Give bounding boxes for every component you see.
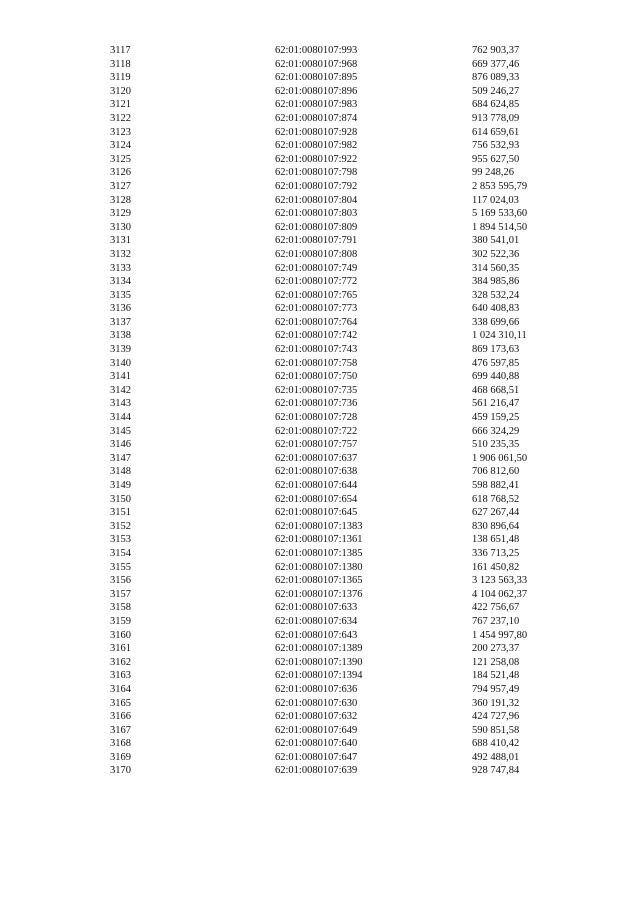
row-number: 3168: [110, 738, 131, 750]
row-number: 3119: [110, 72, 131, 84]
cadastral-number: 62:01:0080107:632: [275, 711, 358, 723]
table-row: [0, 126, 640, 140]
amount-value: 328 532,24: [472, 289, 520, 301]
amount-value: 590 851,58: [472, 724, 520, 736]
table-row: [0, 262, 640, 276]
row-number: 3152: [110, 520, 131, 532]
cadastral-number: 62:01:0080107:722: [275, 425, 358, 437]
table-row: [0, 629, 640, 643]
amount-value: 794 957,49: [472, 683, 520, 695]
amount-value: 869 173,63: [472, 344, 520, 356]
cadastral-number: 62:01:0080107:750: [275, 371, 358, 383]
amount-value: 302 522,36: [472, 248, 520, 260]
table-row: [0, 166, 640, 180]
row-number: 3126: [110, 167, 131, 179]
cadastral-number: 62:01:0080107:772: [275, 276, 358, 288]
row-number: 3133: [110, 262, 131, 274]
row-number: 3128: [110, 194, 131, 206]
table-row: [0, 289, 640, 303]
cadastral-number: 62:01:0080107:922: [275, 153, 358, 165]
amount-value: 360 191,32: [472, 697, 520, 709]
table-row: [0, 139, 640, 153]
amount-value: 4 104 062,37: [472, 588, 528, 600]
amount-value: 468 668,51: [472, 384, 520, 396]
amount-value: 762 903,37: [472, 45, 520, 56]
table-row: [0, 452, 640, 466]
row-number: 3125: [110, 153, 131, 165]
cadastral-number: 62:01:0080107:757: [275, 439, 358, 451]
table-row: [0, 465, 640, 479]
table-row: [0, 207, 640, 221]
table-row: [0, 425, 640, 439]
row-number: 3139: [110, 344, 131, 356]
table-row: [0, 180, 640, 194]
amount-value: 627 267,44: [472, 507, 520, 519]
row-number: 3166: [110, 711, 131, 723]
row-number: 3147: [110, 452, 131, 464]
amount-value: 380 541,01: [472, 235, 520, 247]
table-row: [0, 112, 640, 126]
cadastral-number: 62:01:0080107:803: [275, 208, 358, 220]
amount-value: 1 454 997,80: [472, 629, 528, 641]
amount-value: 422 756,67: [472, 602, 520, 614]
amount-value: 338 699,66: [472, 316, 520, 328]
amount-value: 184 521,48: [472, 670, 520, 682]
cadastral-number: 62:01:0080107:735: [275, 384, 358, 396]
cadastral-number: 62:01:0080107:643: [275, 629, 358, 641]
cadastral-number: 62:01:0080107:649: [275, 724, 358, 736]
table-row: [0, 370, 640, 384]
table-row: [0, 302, 640, 316]
row-number: 3124: [110, 140, 131, 152]
amount-value: 314 560,35: [472, 262, 520, 274]
row-number: 3131: [110, 235, 131, 247]
amount-value: 614 659,61: [472, 126, 520, 138]
amount-value: 5 169 533,60: [472, 208, 528, 220]
row-number: 3144: [110, 412, 131, 424]
amount-value: 138 651,48: [472, 534, 520, 546]
amount-value: 117 024,03: [472, 194, 519, 206]
row-number: 3132: [110, 248, 131, 260]
row-number: 3136: [110, 303, 131, 315]
row-number: 3129: [110, 208, 131, 220]
table-row: [0, 397, 640, 411]
cadastral-number: 62:01:0080107:743: [275, 344, 358, 356]
cadastral-number: 62:01:0080107:773: [275, 303, 358, 315]
amount-value: 666 324,29: [472, 425, 520, 437]
cadastral-number: 62:01:0080107:1361: [275, 534, 363, 546]
table-row: [0, 248, 640, 262]
row-number: 3143: [110, 398, 131, 410]
row-number: 3160: [110, 629, 131, 641]
table-row: [0, 710, 640, 724]
table-row: [0, 656, 640, 670]
table-row: [0, 520, 640, 534]
cadastral-number: 62:01:0080107:1365: [275, 575, 363, 587]
row-number: 3164: [110, 683, 131, 695]
row-number: 3120: [110, 85, 131, 97]
row-number: 3161: [110, 643, 131, 655]
row-number: 3150: [110, 493, 131, 505]
row-number: 3138: [110, 330, 131, 342]
row-number: 3142: [110, 384, 131, 396]
cadastral-number: 62:01:0080107:640: [275, 738, 358, 750]
amount-value: 669 377,46: [472, 58, 520, 70]
amount-value: 492 488,01: [472, 751, 520, 763]
row-number: 3156: [110, 575, 131, 587]
cadastral-number: 62:01:0080107:728: [275, 412, 358, 424]
amount-value: 200 273,37: [472, 643, 520, 655]
row-number: 3118: [110, 58, 131, 70]
amount-value: 99 248,26: [472, 167, 514, 179]
table-row: [0, 44, 640, 58]
row-number: 3157: [110, 588, 131, 600]
row-number: 3134: [110, 276, 131, 288]
cadastral-number: 62:01:0080107:1376: [275, 588, 363, 600]
cadastral-number: 62:01:0080107:764: [275, 316, 358, 328]
table-row: [0, 737, 640, 751]
amount-value: 618 768,52: [472, 493, 520, 505]
row-number: 3121: [110, 99, 131, 111]
table-row: [0, 384, 640, 398]
amount-value: 1 894 514,50: [472, 221, 528, 233]
row-number: 3135: [110, 289, 131, 301]
amount-value: 928 747,84: [472, 765, 520, 777]
amount-value: 699 440,88: [472, 371, 520, 383]
amount-value: 509 246,27: [472, 85, 520, 97]
amount-value: 1 024 310,11: [472, 330, 527, 342]
cadastral-number: 62:01:0080107:798: [275, 167, 358, 179]
amount-value: 876 089,33: [472, 72, 520, 84]
parcel-table: [0, 44, 640, 778]
cadastral-number: 62:01:0080107:638: [275, 466, 358, 478]
table-row: [0, 275, 640, 289]
row-number: 3117: [110, 45, 131, 56]
table-row: [0, 479, 640, 493]
amount-value: 688 410,42: [472, 738, 520, 750]
amount-value: 955 627,50: [472, 153, 520, 165]
table-row: [0, 234, 640, 248]
table-row: [0, 751, 640, 765]
table-row: [0, 58, 640, 72]
table-row: [0, 764, 640, 778]
row-number: 3159: [110, 615, 131, 627]
cadastral-number: 62:01:0080107:644: [275, 480, 358, 491]
cadastral-number: 62:01:0080107:1390: [275, 656, 363, 668]
row-number: 3154: [110, 547, 131, 559]
cadastral-number: 62:01:0080107:1383: [275, 520, 363, 532]
amount-value: 424 727,96: [472, 711, 520, 723]
row-number: 3153: [110, 534, 131, 546]
amount-value: 3 123 563,33: [472, 575, 528, 587]
amount-value: 767 237,10: [472, 615, 520, 627]
row-number: 3158: [110, 602, 131, 614]
table-row: [0, 343, 640, 357]
cadastral-number: 62:01:0080107:647: [275, 751, 358, 763]
row-number: 3163: [110, 670, 131, 682]
amount-value: 121 258,08: [472, 656, 520, 668]
cadastral-number: 62:01:0080107:808: [275, 248, 358, 260]
table-row: [0, 194, 640, 208]
table-row: [0, 71, 640, 85]
row-number: 3122: [110, 112, 131, 124]
row-number: 3162: [110, 656, 131, 668]
row-number: 3130: [110, 221, 131, 233]
row-number: 3149: [110, 480, 131, 491]
table-row: [0, 506, 640, 520]
amount-value: 476 597,85: [472, 357, 520, 369]
table-row: [0, 493, 640, 507]
row-number: 3155: [110, 561, 131, 573]
cadastral-number: 62:01:0080107:792: [275, 180, 358, 192]
amount-value: 598 882,41: [472, 480, 520, 491]
amount-value: 161 450,82: [472, 561, 520, 573]
cadastral-number: 62:01:0080107:758: [275, 357, 358, 369]
row-number: 3169: [110, 751, 131, 763]
cadastral-number: 62:01:0080107:645: [275, 507, 358, 519]
table-row: [0, 316, 640, 330]
row-number: 3151: [110, 507, 131, 519]
cadastral-number: 62:01:0080107:630: [275, 697, 358, 709]
cadastral-number: 62:01:0080107:982: [275, 140, 358, 152]
row-number: 3167: [110, 724, 131, 736]
amount-value: 640 408,83: [472, 303, 520, 315]
table-row: [0, 615, 640, 629]
table-row: [0, 85, 640, 99]
amount-value: 2 853 595,79: [472, 180, 528, 192]
table-row: [0, 547, 640, 561]
amount-value: 561 216,47: [472, 398, 520, 410]
table-row: [0, 724, 640, 738]
cadastral-number: 62:01:0080107:1394: [275, 670, 363, 682]
cadastral-number: 62:01:0080107:742: [275, 330, 358, 342]
table-row: [0, 98, 640, 112]
row-number: 3170: [110, 765, 131, 777]
cadastral-number: 62:01:0080107:874: [275, 112, 358, 124]
table-row: [0, 574, 640, 588]
table-row: [0, 221, 640, 235]
table-row: [0, 588, 640, 602]
cadastral-number: 62:01:0080107:804: [275, 194, 358, 206]
cadastral-number: 62:01:0080107:993: [275, 45, 358, 56]
cadastral-number: 62:01:0080107:896: [275, 85, 358, 97]
row-number: 3127: [110, 180, 131, 192]
table-row: [0, 561, 640, 575]
cadastral-number: 62:01:0080107:749: [275, 262, 358, 274]
row-number: 3141: [110, 371, 131, 383]
table-row: [0, 601, 640, 615]
cadastral-number: 62:01:0080107:736: [275, 398, 358, 410]
cadastral-number: 62:01:0080107:928: [275, 126, 358, 138]
row-number: 3137: [110, 316, 131, 328]
amount-value: 684 624,85: [472, 99, 520, 111]
row-number: 3140: [110, 357, 131, 369]
cadastral-number: 62:01:0080107:636: [275, 683, 358, 695]
cadastral-number: 62:01:0080107:895: [275, 72, 358, 84]
table-row: [0, 438, 640, 452]
table-row: [0, 642, 640, 656]
amount-value: 1 906 061,50: [472, 452, 528, 464]
table-row: [0, 533, 640, 547]
cadastral-number: 62:01:0080107:968: [275, 58, 358, 70]
amount-value: 830 896,64: [472, 520, 520, 532]
amount-value: 913 778,09: [472, 112, 520, 124]
row-number: 3145: [110, 425, 131, 437]
amount-value: 706 812,60: [472, 466, 520, 478]
cadastral-number: 62:01:0080107:983: [275, 99, 358, 111]
cadastral-number: 62:01:0080107:1380: [275, 561, 363, 573]
table-row: [0, 153, 640, 167]
table-row: [0, 669, 640, 683]
row-number: 3146: [110, 439, 131, 451]
row-number: 3123: [110, 126, 131, 138]
table-row: [0, 329, 640, 343]
cadastral-number: 62:01:0080107:639: [275, 765, 358, 777]
cadastral-number: 62:01:0080107:633: [275, 602, 358, 614]
cadastral-number: 62:01:0080107:637: [275, 452, 358, 464]
cadastral-number: 62:01:0080107:765: [275, 289, 358, 301]
table-row: [0, 411, 640, 425]
table-row: [0, 697, 640, 711]
amount-value: 336 713,25: [472, 547, 520, 559]
amount-value: 384 985,86: [472, 276, 520, 288]
cadastral-number: 62:01:0080107:654: [275, 493, 358, 505]
amount-value: 756 532,93: [472, 140, 520, 152]
cadastral-number: 62:01:0080107:809: [275, 221, 358, 233]
table-row: [0, 683, 640, 697]
amount-value: 510 235,35: [472, 439, 520, 451]
cadastral-number: 62:01:0080107:1385: [275, 547, 363, 559]
cadastral-number: 62:01:0080107:1389: [275, 643, 363, 655]
cadastral-number: 62:01:0080107:791: [275, 235, 358, 247]
row-number: 3148: [110, 466, 131, 478]
amount-value: 459 159,25: [472, 412, 520, 424]
cadastral-number: 62:01:0080107:634: [275, 615, 358, 627]
table-row: [0, 357, 640, 371]
row-number: 3165: [110, 697, 131, 709]
